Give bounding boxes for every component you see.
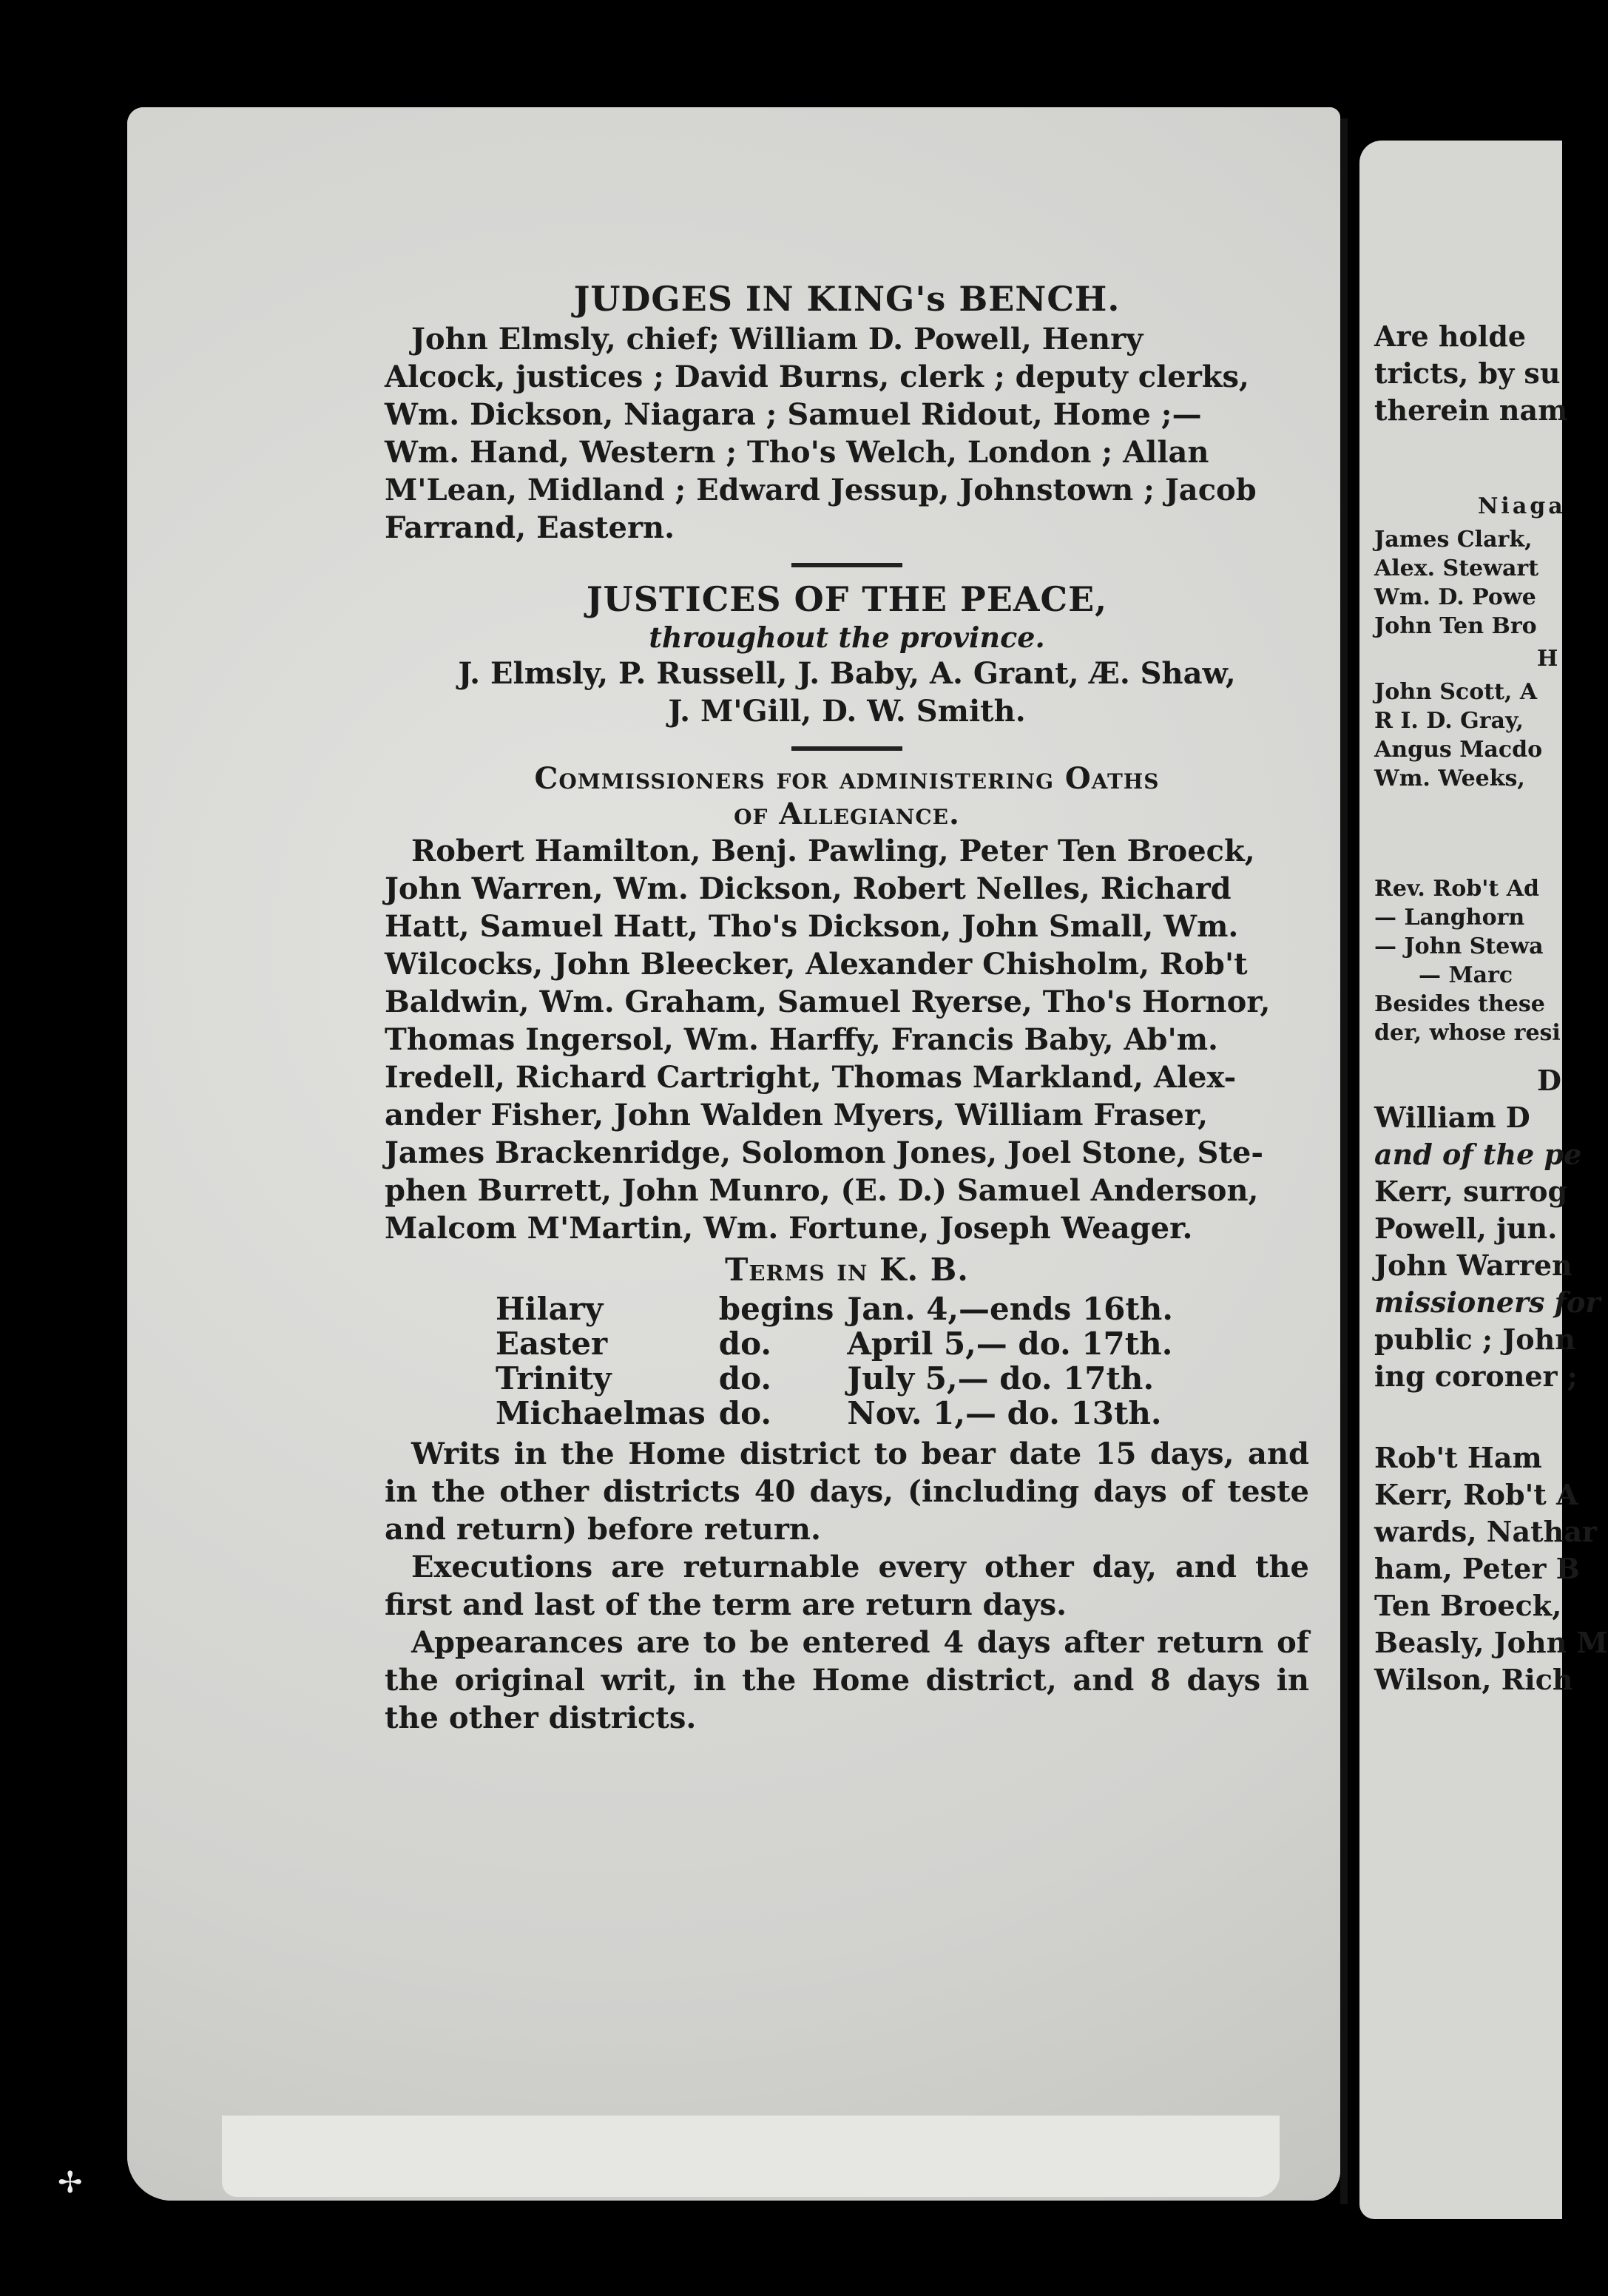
text-line: John Scott, A [1374, 679, 1538, 705]
term-word: do. [718, 1360, 772, 1397]
commissioners-heading: Commissioners for administering Oaths [534, 761, 1160, 796]
text-line: Kerr, surrog [1374, 1175, 1568, 1208]
text-line: ham, Peter B [1374, 1552, 1580, 1585]
term-name: Hilary [496, 1291, 604, 1327]
text-line: John Warren, Wm. Dickson, Robert Nelles, Richard [385, 871, 1232, 906]
text-line: — John Stewa [1374, 933, 1544, 959]
judges-heading: JUDGES IN KING's BENCH. [573, 279, 1121, 319]
left-page-content [385, 277, 1309, 1737]
executions-paragraph: Executions are returnable every other day, and the first and last of the term are return days. [385, 1550, 1309, 1622]
text-line: M'Lean, Midland ; Edward Jessup, Johnstown ; Jacob [385, 473, 1257, 507]
text-line: James Brackenridge, Solomon Jones, Joel Stone, Ste- [385, 1135, 1263, 1170]
commissioners-heading-line2: of Allegiance. [734, 797, 960, 831]
terms-heading: Terms in K. B. [725, 1252, 969, 1288]
page-bottom-edge [222, 2116, 1280, 2197]
term-word: do. [718, 1326, 772, 1362]
text-line: ander Fisher, John Walden Myers, William Fraser, [385, 1098, 1209, 1132]
text-line: der, whose resi [1374, 1020, 1561, 1046]
text-line: Powell, jun. [1374, 1212, 1558, 1245]
text-line: John Warren [1374, 1249, 1572, 1282]
text-line: public ; John [1374, 1323, 1575, 1356]
niagara-heading: Niaga [1478, 493, 1566, 519]
text-line: — Marc [1419, 962, 1513, 988]
text-line: Alex. Stewart [1374, 556, 1539, 581]
right-page-fragment [1374, 318, 1608, 1698]
terms-table [496, 1292, 1186, 1431]
term-word: begins [718, 1291, 834, 1327]
text-line: Ten Broeck, [1374, 1589, 1562, 1622]
term-name: Michaelmas [496, 1395, 706, 1431]
judges-text [385, 320, 1309, 547]
text-line: — Langhorn [1374, 905, 1525, 931]
term-dates: July 5,— do. 17th. [847, 1360, 1155, 1397]
text-line: Thomas Ingersol, Wm. Harffy, Francis Baby, Ab'm. [385, 1022, 1218, 1057]
appearances-paragraph: Appearances are to be entered 4 days after return of the original writ, in the Home district, and 8 days in the other districts. [385, 1625, 1309, 1735]
text-line: Angus Macdo [1374, 737, 1543, 763]
text-line: Rev. Rob't Ad [1374, 876, 1539, 902]
term-dates: Nov. 1,— do. 13th. [847, 1395, 1162, 1431]
text-line: wards, Nathar [1374, 1515, 1597, 1548]
text-line: ing coroner ; [1374, 1360, 1578, 1393]
term-word: do. [718, 1395, 772, 1431]
term-dates: April 5,— do. 17th. [847, 1326, 1173, 1362]
text-line: Beasly, John M [1374, 1626, 1608, 1659]
text-line: Rob't Ham [1374, 1441, 1542, 1474]
table-row [496, 1292, 1186, 1326]
table-row [496, 1361, 1186, 1396]
text-line: Wilcocks, John Bleecker, Alexander Chisholm, Rob't [385, 947, 1248, 982]
text-line: R I. D. Gray, [1374, 708, 1524, 734]
h-heading: H [1537, 646, 1561, 672]
text-line: phen Burrett, John Munro, (E. D.) Samuel Anderson, [385, 1173, 1259, 1208]
text-line: J. M'Gill, D. W. Smith. [668, 694, 1026, 729]
term-name: Easter [496, 1326, 608, 1362]
text-line: tricts, by su [1374, 357, 1561, 390]
term-dates: Jan. 4,—ends 16th. [847, 1291, 1173, 1327]
text-line: Besides these [1374, 991, 1545, 1017]
text-line: Farrand, Eastern. [385, 510, 675, 545]
text-line: Wm. Dickson, Niagara ; Samuel Ridout, Home ;— [385, 397, 1202, 432]
text-line: James Clark, [1374, 527, 1533, 553]
justices-subheading: throughout the province. [649, 621, 1045, 654]
text-line: Robert Hamilton, Benj. Pawling, Peter Ten Broeck, [411, 834, 1255, 868]
book-gutter [1340, 118, 1348, 2204]
term-name: Trinity [496, 1360, 612, 1397]
text-line: Wilson, Rich [1374, 1663, 1573, 1696]
text-line: Wm. D. Powe [1374, 584, 1536, 610]
writs-paragraph: Writs in the Home district to bear date 15 days, and in the other districts 40 days, (including days of teste and return) before return. [385, 1436, 1309, 1547]
text-line: Baldwin, Wm. Graham, Samuel Ryerse, Tho's Hornor, [385, 985, 1271, 1019]
text-line: missioners for [1374, 1286, 1601, 1319]
text-line: Are holde [1374, 320, 1527, 353]
text-line: Wm. Hand, Western ; Tho's Welch, London ; Allan [385, 435, 1209, 470]
section-divider [791, 746, 902, 751]
d-heading: D [1537, 1064, 1561, 1097]
text-line: John Ten Bro [1374, 613, 1537, 639]
section-divider [791, 563, 902, 567]
text-line: Kerr, Rob't A [1374, 1478, 1578, 1511]
text-line: therein nam [1374, 394, 1568, 427]
text-line: William D [1374, 1101, 1530, 1134]
text-line: J. Elmsly, P. Russell, J. Baby, A. Grant, Æ. Shaw, [458, 656, 1236, 691]
text-line: Iredell, Richard Cartright, Thomas Markland, Alex- [385, 1060, 1237, 1095]
text-line: Hatt, Samuel Hatt, Tho's Dickson, John Small, Wm. [385, 909, 1239, 944]
text-line: Alcock, justices ; David Burns, clerk ; deputy clerks, [385, 359, 1249, 394]
commissioners-text [385, 832, 1309, 1247]
scan-mark: ✢ [58, 2166, 83, 2200]
text-line: and of the pe [1374, 1138, 1582, 1171]
justices-heading: JUSTICES OF THE PEACE, [586, 579, 1108, 619]
table-row [496, 1326, 1186, 1361]
text-line: Malcom M'Martin, Wm. Fortune, Joseph Weager. [385, 1211, 1193, 1246]
table-row [496, 1396, 1186, 1431]
text-line: Wm. Weeks, [1374, 766, 1525, 791]
text-line: John Elmsly, chief; William D. Powell, Henry [411, 322, 1143, 357]
